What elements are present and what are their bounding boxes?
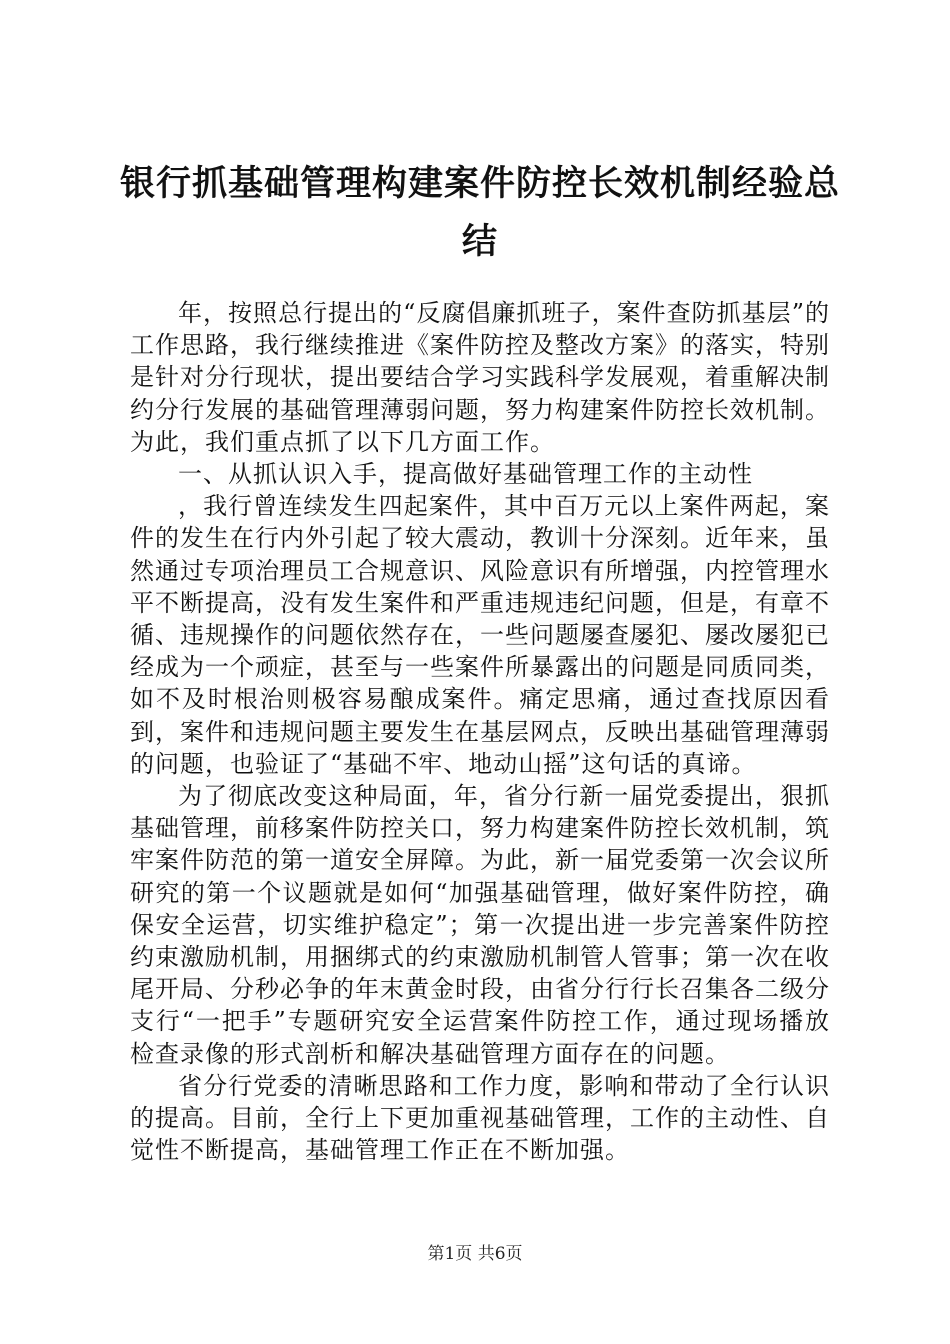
document-body [130,297,830,1166]
paragraph-result: 省分行党委的清晰思路和工作力度，影响和带动了全行认识的提高。目前，全行上下更加重视基础管理，工作的主动性、自觉性不断提高，基础管理工作正在不断加强。 [130,1071,830,1165]
document-title: 银行抓基础管理构建案件防控长效机制经验总结 [120,164,841,262]
paragraph-intro: 年，按照总行提出的“反腐倡廉抓班子，案件查防抓基层”的工作思路，我行继续推进《案件防控及整改方案》的落实，特别是针对分行现状，提出要结合学习实践科学发展观，着重解决制约分行发展的基础管理薄弱问题，努力构建案件防控长效机制。为此，我们重点抓了以下几方面工作。 [130,299,830,456]
paragraph-measures: 为了彻底改变这种局面，年，省分行新一届党委提出，狠抓基础管理，前移案件防控关口，努力构建案件防控长效机制，筑牢案件防范的第一道安全屏障。为此，新一届党委第一次会议所研究的第一个议题就是如何“加强基础管理，做好案件防控，确保安全运营，切实维护稳定”；第一次提出进一步完善案件防控约束激励机制，用捆绑式的约束激励机制管人管事；第一次在收尾开局、分秒必争的年末黄金时段，由省分行行长召集各二级分支行“一把手”专题研究安全运营案件防控工作，通过现场播放检查录像的形式剖析和解决基础管理方面存在的问题。 [130,782,830,1068]
paragraph-background: ，我行曾连续发生四起案件，其中百万元以上案件两起，案件的发生在行内外引起了较大震动，教训十分深刻。近年来，虽然通过专项治理员工合规意识、风险意识有所增强，内控管理水平不断提高，没有发生案件和严重违规违纪问题，但是，有章不循、违规操作的问题依然存在，一些问题屡查屡犯、屡改屡犯已经成为一个顽症，甚至与一些案件所暴露出的问题是同质同类，如不及时根治则极容易酿成案件。痛定思痛，通过查找原因看到，案件和违规问题主要发生在基层网点，反映出基础管理薄弱的问题，也验证了“基础不牢、地动山摇”这句话的真谛。 [130,492,830,778]
page-number-footer: 第1页 共6页 [427,1244,523,1264]
section-heading-1: 一、从抓认识入手，提高做好基础管理工作的主动性 [178,460,753,489]
